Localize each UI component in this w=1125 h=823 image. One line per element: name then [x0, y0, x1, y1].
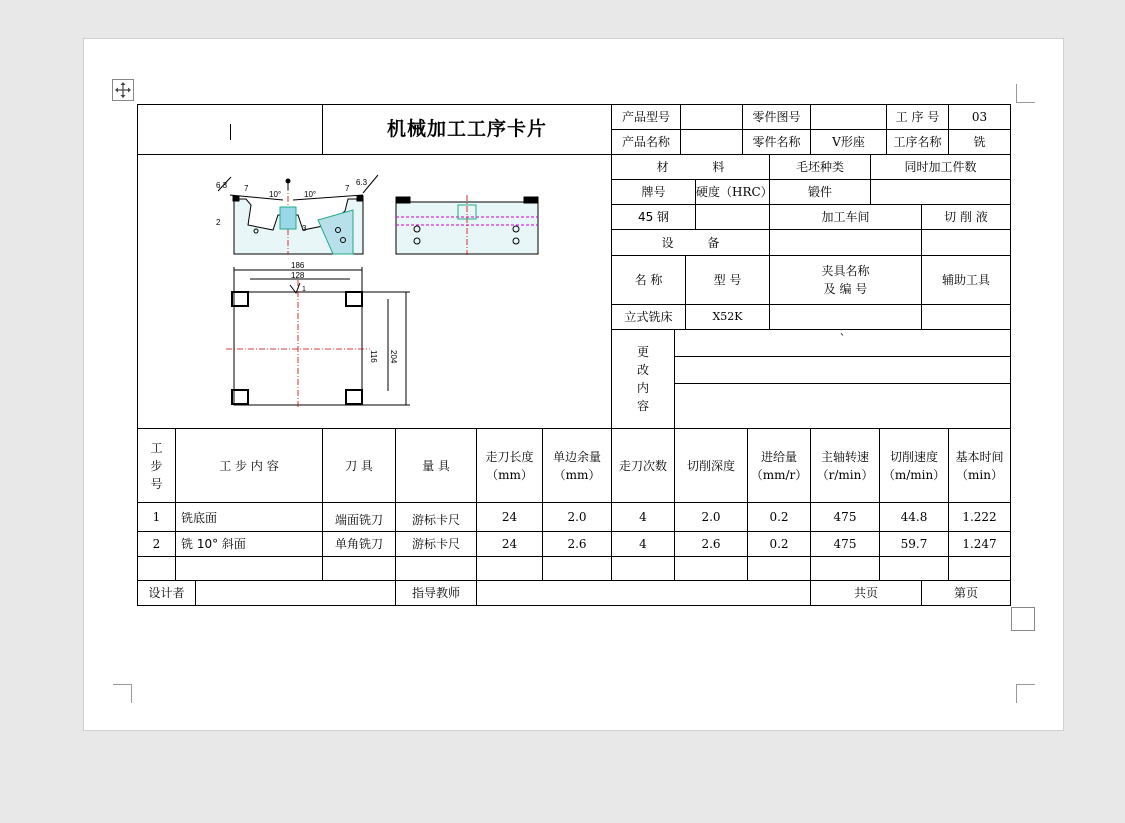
step-3-no[interactable] [137, 556, 176, 581]
top-view [226, 267, 410, 407]
operation-name-value[interactable]: 铣 [948, 129, 1011, 155]
step-2-spindle[interactable]: 475 [810, 531, 880, 557]
travel-header [476, 428, 543, 503]
fixture-label-line2: 及 编 号 [823, 282, 868, 296]
step-1-time[interactable]: 1.222 [948, 502, 1011, 532]
allowance-header-line2: （mm） [553, 467, 601, 482]
dim-ra-right: 6.3 [356, 178, 368, 187]
part-name-value[interactable]: V形座 [810, 129, 887, 155]
content-header: 工 步 内 容 [175, 428, 323, 503]
table-move-handle[interactable] [112, 79, 134, 101]
fixture-label-line1: 夹具名称 [821, 264, 870, 278]
aux-tool-value[interactable] [921, 304, 1011, 330]
tool-header: 刀 具 [322, 428, 396, 503]
step-2-tool[interactable]: 单角铣刀 [322, 531, 396, 557]
gauge-header: 量 具 [395, 428, 477, 503]
operation-no-value[interactable]: 03 [948, 104, 1011, 130]
simultaneous-label: 同时加工件数 [870, 154, 1011, 180]
step-3-speed[interactable] [879, 556, 949, 581]
step-2-travel[interactable]: 24 [476, 531, 543, 557]
product-model-label: 产品型号 [611, 104, 681, 130]
dim-angle-left: 10° [269, 190, 282, 199]
resize-square-icon[interactable] [1011, 607, 1035, 631]
blank-type-value[interactable]: 锻件 [769, 179, 871, 205]
product-name-label: 产品名称 [611, 129, 681, 155]
equipment-name-label: 名 称 [611, 255, 686, 305]
step-2-allowance[interactable]: 2.6 [542, 531, 612, 557]
dim-two: 2 [216, 218, 221, 227]
teacher-label: 指导教师 [395, 580, 477, 606]
passes-header: 走刀次数 [611, 428, 675, 503]
step-2-depth[interactable]: 2.6 [674, 531, 748, 557]
changes-mark: ` [839, 332, 846, 346]
coolant-value[interactable] [921, 229, 1011, 256]
operation-name-label: 工序名称 [886, 129, 949, 155]
designer-label: 设计者 [137, 580, 196, 606]
step-3-passes[interactable] [611, 556, 675, 581]
step-1-no[interactable]: 1 [137, 502, 176, 532]
grade-label: 牌号 [611, 179, 696, 205]
step-no-header [137, 428, 176, 503]
product-model-value[interactable] [680, 104, 743, 130]
hardness-value[interactable] [695, 204, 770, 230]
allowance-header [542, 428, 612, 503]
teacher-value[interactable] [476, 580, 811, 606]
dim-ra-small: 1 [302, 286, 306, 293]
dim-width-186: 186 [291, 261, 305, 270]
feed-header [747, 428, 811, 503]
changes-line-1[interactable] [674, 329, 1011, 357]
material-label: 材 料 [611, 154, 770, 180]
dim-width-128: 128 [291, 271, 305, 280]
workshop-value[interactable] [769, 229, 922, 256]
operation-no-label: 工 序 号 [886, 104, 949, 130]
part-drawing-value[interactable] [810, 104, 887, 130]
changes-char-2: 改 [636, 363, 649, 377]
speed-header-line1: 切削速度 [889, 449, 938, 464]
dim-seven-right: 7 [345, 184, 350, 193]
speed-header-line2: （m/min） [882, 467, 946, 482]
step-3-tool[interactable] [322, 556, 396, 581]
dim-height-204: 204 [389, 350, 398, 364]
step-3-content[interactable] [175, 556, 323, 581]
step-1-feed[interactable]: 0.2 [747, 502, 811, 532]
changes-label [611, 329, 675, 429]
blank-type-label: 毛坯种类 [769, 154, 871, 180]
dim-ra-left: 6.3 [216, 181, 228, 190]
step-3-travel[interactable] [476, 556, 543, 581]
total-pages-label: 共页 [810, 580, 922, 606]
side-view [396, 195, 538, 255]
step-1-tool[interactable]: 端面铣刀 [322, 502, 396, 532]
step-2-time[interactable]: 1.247 [948, 531, 1011, 557]
depth-header: 切削深度 [674, 428, 748, 503]
designer-value[interactable] [195, 580, 396, 606]
time-header-line2: （min） [956, 467, 1003, 482]
step-3-allowance[interactable] [542, 556, 612, 581]
step-2-feed[interactable]: 0.2 [747, 531, 811, 557]
step-2-no[interactable]: 2 [137, 531, 176, 557]
step-2-content[interactable]: 铣 10° 斜面 [175, 531, 323, 557]
spindle-header [810, 428, 880, 503]
hardness-label: 硬度（HRC） [695, 179, 770, 205]
step-2-passes[interactable]: 4 [611, 531, 675, 557]
top-right-corner-mark [1016, 84, 1035, 103]
step-3-time[interactable] [948, 556, 1011, 581]
part-drawing [138, 155, 611, 428]
workshop-label: 加工车间 [769, 204, 922, 230]
dim-angle-right: 10° [304, 190, 317, 199]
speed-header [879, 428, 949, 503]
part-drawing-label: 零件图号 [742, 104, 811, 130]
bottom-right-corner-mark [1016, 684, 1035, 703]
grade-value[interactable]: 45 钢 [611, 204, 696, 230]
changes-line-3[interactable] [674, 383, 1011, 429]
step-2-gauge[interactable]: 游标卡尺 [395, 531, 477, 557]
coolant-label: 切 削 液 [921, 204, 1011, 230]
part-name-label: 零件名称 [742, 129, 811, 155]
step-3-spindle[interactable] [810, 556, 880, 581]
step-3-feed[interactable] [747, 556, 811, 581]
step-1-spindle[interactable]: 475 [810, 502, 880, 532]
step-3-depth[interactable] [674, 556, 748, 581]
spindle-header-line1: 主轴转速 [820, 449, 869, 464]
page-title: 机械加工工序卡片 [322, 104, 612, 155]
page-label: 第页 [921, 580, 1011, 606]
spindle-header-line2: （r/min） [816, 467, 874, 482]
dim-seven-left: 7 [244, 184, 249, 193]
feed-header-line2: （mm/r） [750, 467, 808, 482]
equipment-model-value[interactable]: X52K [685, 304, 770, 330]
step-3-gauge[interactable] [395, 556, 477, 581]
step-1-depth[interactable]: 2.0 [674, 502, 748, 532]
product-name-value[interactable] [680, 129, 743, 155]
dim-height-116: 116 [369, 350, 378, 363]
equipment-model-label: 型 号 [685, 255, 770, 305]
fixture-value[interactable] [769, 304, 922, 330]
step-1-speed[interactable]: 44.8 [879, 502, 949, 532]
equipment-name-value[interactable]: 立式铣床 [611, 304, 686, 330]
allowance-header-line1: 单边余量 [552, 449, 601, 464]
step-no-char-1: 工 [150, 440, 163, 455]
step-1-gauge[interactable]: 游标卡尺 [395, 502, 477, 532]
step-2-speed[interactable]: 59.7 [879, 531, 949, 557]
simultaneous-value[interactable] [870, 179, 1011, 205]
step-1-content[interactable]: 铣底面 [175, 502, 323, 532]
travel-header-line1: 走刀长度 [485, 449, 534, 464]
time-header-line1: 基本时间 [955, 449, 1004, 464]
time-header [948, 428, 1011, 503]
changes-char-4: 容 [636, 399, 649, 413]
step-1-passes[interactable]: 4 [611, 502, 675, 532]
step-1-travel[interactable]: 24 [476, 502, 543, 532]
drawing-area [137, 154, 612, 429]
equipment-label: 设 备 [611, 229, 770, 256]
step-no-char-2: 步 [150, 458, 163, 473]
step-1-allowance[interactable]: 2.0 [542, 502, 612, 532]
bottom-left-corner-mark [113, 684, 132, 703]
text-cursor [230, 124, 231, 140]
move-arrows-icon [114, 81, 132, 99]
fixture-label [769, 255, 922, 305]
front-view [218, 175, 378, 254]
dim-three: 3 [302, 224, 307, 233]
step-no-char-3: 号 [150, 476, 163, 491]
aux-tool-label: 辅助工具 [921, 255, 1011, 305]
feed-header-line1: 进给量 [760, 449, 797, 464]
travel-header-line2: （mm） [486, 467, 533, 482]
changes-char-1: 更 [636, 345, 649, 359]
changes-line-2[interactable] [674, 356, 1011, 384]
changes-char-3: 内 [636, 381, 649, 395]
